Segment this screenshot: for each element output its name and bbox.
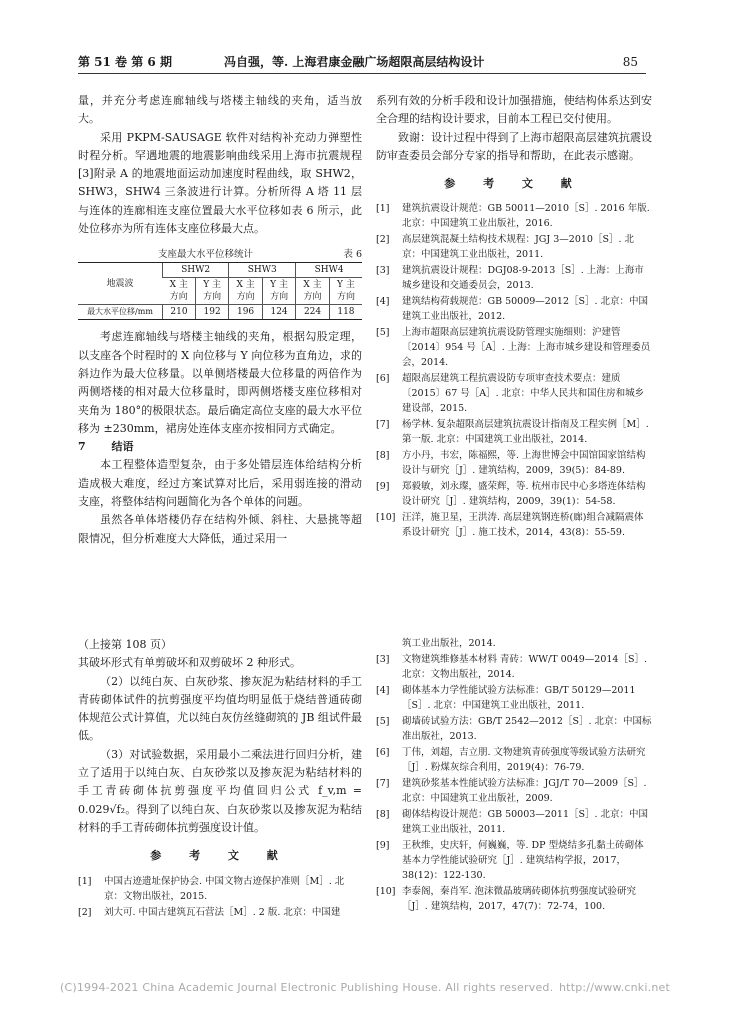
table-title: 支座最大水平位移统计 <box>158 249 254 261</box>
reference-text: 高层建筑混凝土结构技术规程：JGJ 3—2010［S］. 北京：中国建筑工业出版社，2011. <box>402 234 634 261</box>
header-rule <box>78 73 646 74</box>
reference-text: 郑毅敏，刘永璨，盛荣辉，等. 杭州市民中心多塔连体结构设计研究［J］. 建筑结构，2009，39(1)：54-58. <box>402 481 646 508</box>
reference-item <box>376 371 652 416</box>
references-title: 参 考 文 献 <box>150 849 290 863</box>
reference-item <box>78 874 362 904</box>
reference-item <box>376 201 652 231</box>
reference-item <box>376 838 652 883</box>
reference-text: 建筑抗震设计规程：DGJ08-9-2013［S］. 上海：上海市城乡建设和交通委员会，2013. <box>402 265 644 292</box>
reference-text: 中国古迹遗址保护协会. 中国文物古迹保护准则［M］. 北京：文物出版社，2015. <box>104 875 345 902</box>
reference-continued: 筑工业出版社，2014. <box>402 638 496 649</box>
table-wave-header: SHW2 <box>163 263 229 278</box>
journal-volume: 第 51 卷 第 6 期 <box>78 55 172 69</box>
table-cell: 210 <box>163 305 196 320</box>
table-number: 表 6 <box>343 249 362 261</box>
reference-number: [5] <box>376 327 390 339</box>
reference-text: 文物建筑维修基本材料 青砖：WW/T 0049—2014［S］. 北京：文物出版社，2014. <box>402 654 647 680</box>
reference-number: [2] <box>78 906 92 918</box>
reference-number: [8] <box>376 809 390 820</box>
reference-item <box>376 294 652 324</box>
reference-text: 杨学林. 复杂超限高层建筑抗震设计指南及工程实例［M］. 第一版. 北京：中国建筑工业出版社，2014. <box>402 419 649 446</box>
reference-text: 砌体结构设计规范：GB 50003—2011［S］. 北京：中国建筑工业出版社，2011. <box>402 809 649 835</box>
reference-text: 丁伟，刘超，吉立朋. 文物建筑青砖强度等级试验方法研究［J］. 粉煤灰综合利用，2019(4)：76-79. <box>402 747 646 773</box>
reference-item <box>376 884 652 914</box>
reference-item <box>78 905 362 920</box>
reference-item <box>376 232 652 262</box>
table-6 <box>78 244 362 320</box>
paragraph: 采用 PKPM-SAUSAGE 软件对结构补充动力弹塑性时程分析。罕遇地震的地震影响曲线采用上海市抗震规程[3]附录 A 的地震地面运动加速度时程曲线，取 SHW2，SHW3，SHW4 三条波进行计算。分析所得 A 塔 11 层与连体的连廊相连支座位置最大水平位移如表 6 所示，此处位移亦为所有连体支座位移最大点。 <box>78 130 362 236</box>
reference-number: [9] <box>376 481 390 493</box>
table-subheader: X 主 方向 <box>296 278 330 305</box>
reference-number: [1] <box>376 203 390 215</box>
reference-list <box>78 874 362 920</box>
reference-text: 超限高层建筑工程抗震设防专项审查技术要点：建质〔2015〕67 号［A］. 北京：中华人民共和国住房和城乡建设部，2015. <box>402 373 645 415</box>
reference-number: [7] <box>376 778 390 789</box>
top-right-column <box>376 92 652 541</box>
table-subheader: Y 主 方向 <box>262 278 295 305</box>
table-subheader: Y 主 方向 <box>329 278 362 305</box>
reference-text: 方小丹，韦宏，陈福熙，等. 上海世博会中国馆国家馆结构设计与研究［J］. 建筑结构，2009，39(5)：84-89. <box>402 450 646 477</box>
reference-number: [3] <box>376 265 390 277</box>
reference-item <box>376 448 652 478</box>
reference-list <box>376 201 652 540</box>
table-cell: 196 <box>229 305 263 320</box>
continued-from: （上接第 108 页） <box>78 638 172 651</box>
bottom-left-column <box>78 636 362 921</box>
reference-text: 王秋维，史庆轩，何巍巍，等. DP 型烧结多孔黏土砖砌体基本力学性能试验研究［J］. 建筑结构学报，2017，38(12)：122-130. <box>402 840 644 881</box>
reference-number: [4] <box>376 685 390 696</box>
footer-url: http://www.cnki.net <box>559 981 670 994</box>
reference-item <box>376 325 652 370</box>
table-wave-header: SHW3 <box>229 263 296 278</box>
top-left-column <box>78 92 362 548</box>
reference-item <box>376 745 652 775</box>
reference-number: [9] <box>376 840 390 851</box>
acknowledgement: 致谢：设计过程中得到了上海市超限高层建筑抗震设防审查委员会部分专家的指导和帮助，在此表示感谢。 <box>376 130 652 162</box>
reference-text: 李泰阁，秦肖军. 泡沫微晶玻璃砖砌体抗剪强度试验研究［J］. 建筑结构，2017，47(7)：72-74，100. <box>402 886 637 912</box>
reference-item <box>376 417 652 447</box>
reference-item <box>376 263 652 293</box>
paragraph: （2）以纯白灰、白灰砂浆、掺灰泥为粘结材料的手工青砖砌体试件的抗剪强度平均值均明显低于烧结普通砖砌体规范公式计算值，尤以纯白灰仿丝缝砌筑的 JB 组试件最低。 <box>78 674 362 743</box>
reference-number: [8] <box>376 450 390 462</box>
reference-text: 砌墙砖试验方法：GB/T 2542—2012［S］. 北京：中国标准出版社，2013. <box>402 716 652 742</box>
table-subheader: X 主 方向 <box>229 278 263 305</box>
reference-number: [10] <box>376 512 396 524</box>
reference-text: 刘大可. 中国古建筑瓦石营法［M］. 2 版. 北京：中国建 <box>104 906 341 918</box>
paragraph: 考虑连廊轴线与塔楼主轴线的夹角，根据勾股定理，以支座各个时程时的 X 向位移与 Y 向位移为直角边，求的斜边作为最大位移量。以单侧塔楼最大位移量的两倍作为两侧塔楼的相对最大位移量时，即两侧塔楼支座位移相对夹角为 180°的极限状态。最后确定高位支座的最大水平位移为 ±230mm，裙房处连体支座亦按相同方式确定。 <box>78 330 362 435</box>
reference-item <box>376 652 652 682</box>
paragraph: 本工程整体造型复杂，由于多处错层连体给结构分析造成极大难度，经过方案试算对比后，采用弱连接的滑动支座，将整体结构问题简化为各个单体的问题。 <box>78 458 362 509</box>
section-heading <box>78 438 362 456</box>
reference-number: [3] <box>376 654 390 665</box>
reference-item <box>376 714 652 744</box>
copyright-notice: (C)1994-2021 China Academic Journal Electronic Publishing House. All rights reserved. <box>60 981 554 994</box>
table-wave-header: SHW4 <box>296 263 362 278</box>
paragraph: 系列有效的分析手段和设计加强措施，使结构体系达到安全合理的结构设计要求，目前本工程已交付使用。 <box>376 94 652 126</box>
section-number: 7 <box>78 440 86 454</box>
reference-number: [10] <box>376 886 396 897</box>
reference-number: [7] <box>376 419 390 431</box>
reference-text: 上海市超限高层建筑抗震设防管理实施细则：沪建管〔2014〕954 号［A］. 上海：上海市城乡建设和管理委员会，2014. <box>402 327 651 369</box>
references-title: 参 考 文 献 <box>444 177 584 191</box>
paragraph: 量，并充分考虑连廊轴线与塔楼主轴线的夹角，适当放大。 <box>78 94 362 126</box>
table <box>78 262 362 320</box>
reference-text: 建筑结构荷载规范：GB 50009—2012［S］. 北京：中国建筑工业出版社，2012. <box>402 296 649 323</box>
reference-item <box>376 479 652 509</box>
reference-text: 建筑砂浆基本性能试验方法标准：JGJ/T 70—2009［S］. 北京：中国建筑工业出版社，2009. <box>402 778 647 804</box>
bottom-right-column <box>376 636 652 915</box>
reference-number: [6] <box>376 373 390 385</box>
reference-list <box>376 652 652 914</box>
running-title: 冯自强，等. 上海君康金融广场超限高层结构设计 <box>224 55 485 69</box>
table-cell: 192 <box>195 305 228 320</box>
paragraph: 虽然各单体塔楼仍存在结构外倾、斜柱、大悬挑等超限情况，但分析难度大大降低，通过采用一 <box>78 513 362 545</box>
paragraph: 其破坏形式有单剪破坏和双剪破坏 2 种形式。 <box>78 656 301 670</box>
reference-item <box>376 807 652 837</box>
table-caption <box>78 244 362 262</box>
reference-text: 汪洋，施卫星，王洪涛. 高层建筑钢连桥(廊)组合减隔震体系设计研究［J］. 施工技术，2014，43(8)：55-59. <box>402 512 644 539</box>
reference-item <box>376 776 652 806</box>
paragraph: （3）对试验数据，采用最小二乘法进行回归分析，建立了适用于以纯白灰、白灰砂浆以及掺灰泥为粘结材料的手工青砖砌体抗剪强度平均值回归公式 f_v,m = 0.029√f₂。得到了以纯白灰、白灰砂浆以及掺灰泥为粘结材料的手工青砖砌体抗剪强度设计值。 <box>78 747 362 834</box>
reference-number: [2] <box>376 234 390 246</box>
reference-text: 砌体基本力学性能试验方法标准：GB/T 50129—2011［S］. 北京：中国建筑工业出版社，2011. <box>402 685 636 711</box>
reference-number: [1] <box>78 875 92 887</box>
page-header <box>78 54 638 70</box>
table-cell: 118 <box>329 305 362 320</box>
reference-item <box>376 510 652 540</box>
table-cell: 124 <box>262 305 295 320</box>
section-title: 结语 <box>111 440 134 454</box>
table-row-header: 地震波 <box>78 263 163 305</box>
table-row-label: 最大水平位移/mm <box>78 305 163 320</box>
reference-number: [6] <box>376 747 390 758</box>
table-subheader: X 主 方向 <box>163 278 196 305</box>
reference-number: [4] <box>376 296 390 308</box>
table-subheader: Y 主 方向 <box>195 278 228 305</box>
page-number: 85 <box>622 55 638 69</box>
reference-text: 建筑抗震设计规范：GB 50011—2010［S］. 2016 年版. 北京：中国建筑工业出版社，2016. <box>402 203 650 230</box>
reference-number: [5] <box>376 716 390 727</box>
table-cell: 224 <box>296 305 330 320</box>
reference-item <box>376 683 652 713</box>
